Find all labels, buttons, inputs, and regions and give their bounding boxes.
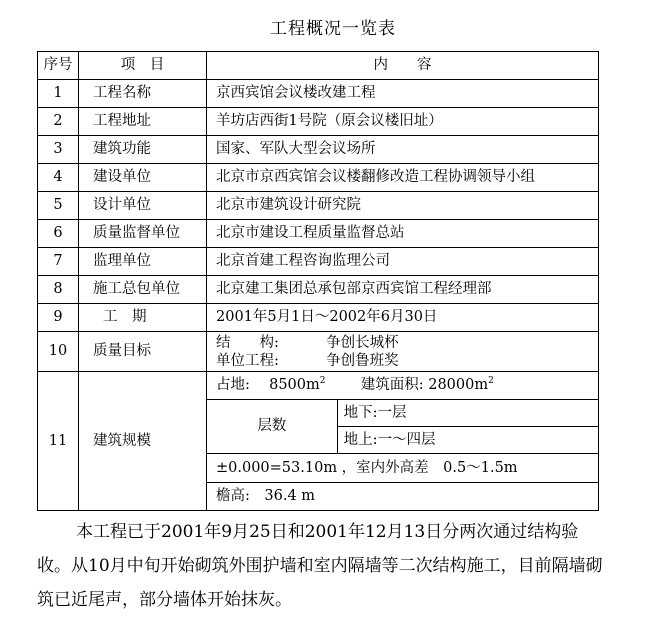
- table-row-scale: [38, 372, 599, 400]
- table-row: [38, 136, 599, 164]
- area-label: 建筑面积:: [360, 377, 424, 393]
- row-no: 3: [38, 136, 79, 164]
- row-item: 施工总包单位: [79, 276, 207, 304]
- row-value: 北京首建工程咨询监理公司: [207, 248, 599, 276]
- quality-line-structure: [216, 334, 598, 352]
- row-no: 5: [38, 192, 79, 220]
- quality-unit-value: 争创鲁班奖: [326, 352, 399, 369]
- table-row-quality: [38, 332, 599, 372]
- row-no: 6: [38, 220, 79, 248]
- table-row: [38, 164, 599, 192]
- quality-structure-value: 争创长城杯: [326, 334, 399, 351]
- header-no: 序号: [38, 52, 79, 80]
- row-item: 建筑功能: [79, 136, 207, 164]
- row-no: 4: [38, 164, 79, 192]
- row-item: 工程地址: [79, 108, 207, 136]
- row-no: 2: [38, 108, 79, 136]
- row-item: 监理单位: [79, 248, 207, 276]
- project-overview-table: [37, 51, 599, 511]
- table-row: [38, 80, 599, 108]
- table-row: [38, 304, 599, 332]
- table-header-row: [38, 52, 599, 80]
- site-value: 8500m: [269, 377, 320, 393]
- quality-line-unit: [216, 352, 598, 370]
- row-value: 北京建工集团总承包部京西宾馆工程经理部: [207, 276, 599, 304]
- progress-paragraph: 本工程已于2001年9月25日和2001年12月13日分两次通过结构验收。从10月中旬开始砌筑外围护墙和室内隔墙等二次结构施工，目前隔墙砌筑已近尾声，部分墙体开始抹灰。: [37, 522, 603, 610]
- table-row: [38, 192, 599, 220]
- row-value: 北京市京西宾馆会议楼翻修改造工程协调领导小组: [207, 164, 599, 192]
- quality-structure-label: 结 构:: [216, 334, 279, 351]
- row-value: 北京市建设工程质量监督总站: [207, 220, 599, 248]
- table-row: [38, 248, 599, 276]
- row-value: 羊坊店西街1号院（原会议楼旧址）: [207, 108, 599, 136]
- site-unit-exp: 2: [319, 376, 326, 387]
- scale-elevation: ±0.000=53.10m ，室内外高差 0.5～1.5m: [207, 454, 599, 483]
- area-unit-exp: 2: [488, 376, 494, 387]
- row-item: 质量监督单位: [79, 220, 207, 248]
- header-content: 内 容: [207, 52, 599, 80]
- quality-unit-label: 单位工程:: [216, 352, 279, 369]
- row-no: 1: [38, 80, 79, 108]
- floors-label: 层数: [207, 400, 338, 454]
- header-item: 项 目: [79, 52, 207, 80]
- row-value: 2001年5月1日～2002年6月30日: [207, 304, 599, 332]
- scale-site-area: [207, 372, 599, 400]
- table-row: [38, 276, 599, 304]
- row-no: 7: [38, 248, 79, 276]
- row-item: 建筑规模: [79, 372, 207, 511]
- row-no: 10: [38, 332, 79, 372]
- floors-underground: 地下:一层: [337, 400, 598, 427]
- row-item: 设计单位: [79, 192, 207, 220]
- row-no: 11: [38, 372, 79, 511]
- row-no: 9: [38, 304, 79, 332]
- row-value: 京西宾馆会议楼改建工程: [207, 80, 599, 108]
- table-title: 工程概况一览表: [270, 19, 396, 39]
- row-value: 北京市建筑设计研究院: [207, 192, 599, 220]
- table-row: [38, 220, 599, 248]
- scale-eave-height: 檐高: 36.4 m: [207, 483, 599, 511]
- row-value: 国家、军队大型会议场所: [207, 136, 599, 164]
- site-label: 占地:: [216, 377, 250, 393]
- row-no: 8: [38, 276, 79, 304]
- row-item: 建设单位: [79, 164, 207, 192]
- row-item: 工 期: [79, 304, 207, 332]
- floors-aboveground: 地上:一～四层: [337, 427, 598, 454]
- area-value: 28000m: [428, 377, 489, 393]
- row-item: 工程名称: [79, 80, 207, 108]
- row-item: 质量目标: [79, 332, 207, 372]
- table-row: [38, 108, 599, 136]
- quality-value: [207, 332, 599, 372]
